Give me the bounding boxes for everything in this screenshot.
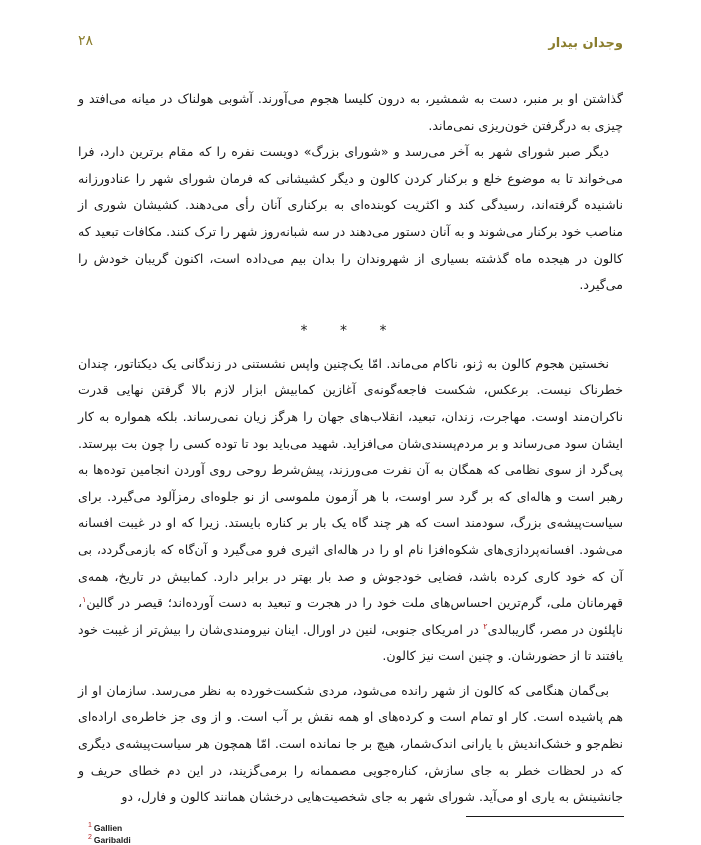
paragraph-3-part-b: ، ناپلئون در مصر، گاریبالدی: [78, 595, 623, 637]
paragraph-2: دیگر صبر شورای شهر به آخر می‌رسد و «شورای بزرگ» دویست نفره را که مقام برترین دارد، فرا می‌خواند تا به موضوع خلع و برکنار کردن کالون و دیگر کشیشانی که فرمان شورای شهر را عنادورزانه ناشنیده گرفته‌اند، رسیدگی کند و اکثریت کوبنده‌ای به برکناری آنان رأی می‌دهند. کشیشان شوری از مناصب خود برکنار می‌شوند و به آنان دستور می‌دهند در سه شبانه‌روز شهر را ترک کنند. مکافات تبعید که کالون در هیجده ماه گذشته بسیاری از شهروندان را بدان بیم می‌داده است، اکنون گریبان خودش را می‌گیرد.: [78, 144, 623, 293]
footnote-2-number: 2: [88, 833, 92, 841]
paragraph-3-part-a: نخستین هجوم کالون به ژنو، ناکام می‌ماند. امّا یک‌چنین واپس نشستنی در زندگانی یک دیکتاتور، چندان خطرناک نیست. برعکس، شکست فاجعه‌گونه‌ی آغازین کمابیش ابزار لازم بالا گرفتن نهایی قدرت ناکران‌مند اوست. مهاجرت، زندان، تبعید، انقلاب‌های جهان را هرگز زیان نمی‌رساند. بلکه همواره به کار ایشان سود می‌رساند و بر مردم‌پسندی‌شان می‌افزاید. شهید می‌باید بود تا توده کسی را چون بت بپرستد. پی‌گرد از سوی نظامی که همگان به آن نفرت می‌ورزند، پیش‌شرط روحی روی آوردن انجامین توده‌ها به رهبر است و هاله‌ای که بر گرد سر اوست، با هر آزمون ملموسی از نو جلوه‌ای رمزآلود می‌گیرد. برای سیاست‌پیشه‌ی بزرگ، سودمند است که هر چند گاه یک بار بر کناره بایستد. زیرا که او در غیبت افسانه می‌شود. افسانه‌پردازی‌های شکوه‌افزا نام او را در هاله‌ای اثیری فرو می‌گیرد و آن‌گاه که بازمی‌گردد، بی آن که خود کاری کرده باشد، فضایی خودجوش و صد بار بهتر در برابر دارد. کمابیش در تاریخ، همه‌ی قهرمانان ملی، گرم‌ترین احساس‌های ملت خود را در هجرت و تبعید به دست آورده‌اند؛ قیصر در گالین: [78, 355, 623, 611]
paragraph-1: گذاشتن او بر منبر، دست به شمشیر، به درون کلیسا هجوم می‌آورند. آشوبی هولناک در میانه می‌افتد و چیزی به درگرفتن خون‌ریزی نمی‌ماند.: [78, 91, 623, 133]
footnote-divider: [466, 816, 624, 817]
footnote-ref-1: ۱: [82, 594, 87, 604]
footnote-1-number: 1: [88, 822, 92, 829]
footnotes: [88, 821, 131, 845]
page-number: ۲۸: [78, 33, 94, 49]
footnote-1-text: Gallien: [93, 822, 123, 833]
paragraph-4: بی‌گمان هنگامی که کالون از شهر رانده می‌شود، مردی شکست‌خورده به نظر می‌رسد. سازمان او از هم پاشیده است. کار او تمام است و کرده‌های او همه نقش بر آب است. و از وی جز خاطره‌ی اراده‌ای نظم‌جو و خشک‌اندیش با یارانی اندک‌شمار، هیچ بر جا نمانده است. امّا همچون هر سیاست‌پیشه‌ی دیگری که در لحظات خطر به جای سازش، کناره‌جویی مصممانه را برمی‌گزیند، در این دم خطای حریف و جانشینش به یاری او می‌آید. شورای شهر به جای شخصیت‌هایی درخشان همانند کالون و فارل، دو: [78, 682, 623, 805]
body-text: [78, 86, 623, 811]
footnote-ref-2: ۲: [483, 621, 488, 631]
footnote-2-text: Garibaldi: [93, 834, 131, 845]
section-separator: * * *: [300, 322, 401, 339]
footnote-1: [88, 821, 131, 833]
paragraph-3: [78, 351, 623, 670]
running-title: وجدان بیدار: [548, 36, 623, 51]
paragraph-3-part-c: در امریکای جنوبی، لنین در اورال. اینان نیرومندی‌شان را بیش‌تر از غیبت خود یافتند تا از حضورشان. و چنین است نیز کالون.: [78, 621, 623, 664]
